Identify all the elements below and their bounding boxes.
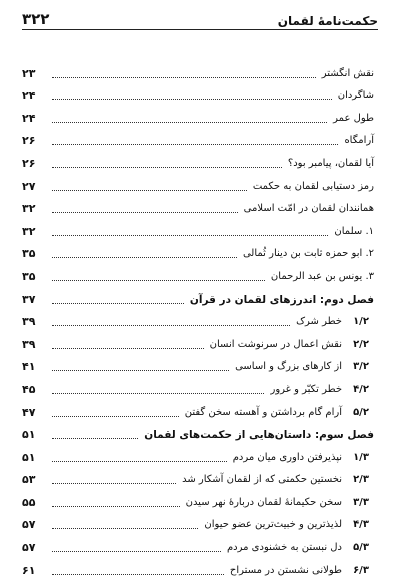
dot-leader — [52, 482, 176, 484]
entry-label: نخستین حکمتی که از لقمان آشکار شد — [182, 474, 342, 486]
page-ref: ۶۱ — [22, 563, 36, 577]
page-ref: ۳۹ — [22, 315, 36, 329]
entry-label: لذیذترین و خبیث‌ترین عضو حیوان — [204, 519, 342, 531]
entry-label: نپذیرفتن داوری میان مردم — [232, 451, 342, 463]
toc-entry — [22, 103, 374, 126]
toc-entry — [22, 307, 374, 330]
toc-entry — [22, 532, 374, 555]
entry-label: آیا لقمان، پیامبر بود؟ — [287, 157, 374, 169]
section-number: ۳/۳ — [353, 496, 369, 508]
toc-entry — [22, 487, 374, 510]
entry-label: ۱. سلمان — [334, 225, 374, 237]
toc-entry — [22, 555, 374, 578]
toc-entry — [22, 442, 374, 465]
page-ref: ۲۴ — [22, 111, 36, 125]
toc-entry — [22, 397, 374, 420]
dot-leader — [52, 256, 237, 258]
toc-entry — [22, 465, 374, 488]
dot-leader — [52, 234, 328, 236]
section-number: ۲/۳ — [353, 474, 369, 486]
section-number: ۱/۲ — [353, 316, 369, 328]
page-ref: ۲۴ — [22, 89, 36, 103]
chapter-heading: فصل سوم: داستان‌هایی از حکمت‌های لقمان — [144, 429, 374, 442]
entry-label: آرام گام برداشتن و آهسته سخن گفتن — [184, 406, 342, 418]
page-ref: ۴۵ — [22, 382, 36, 396]
entry-label: دل نبستن به خشنودی مردم — [226, 542, 342, 554]
entry-label: ۳. یونس بن عبد الرحمان — [270, 270, 374, 282]
page-ref: ۵۳ — [22, 473, 36, 487]
page-ref: ۵۱ — [22, 428, 36, 442]
dot-leader — [52, 369, 229, 371]
page-ref: ۴۱ — [22, 360, 36, 374]
page-ref: ۲۳ — [22, 66, 36, 80]
dot-leader — [52, 460, 227, 462]
dot-leader — [52, 189, 247, 191]
page-ref: ۲۶ — [22, 134, 36, 148]
toc-entry — [22, 261, 374, 284]
dot-leader — [52, 527, 198, 529]
dot-leader — [52, 302, 184, 304]
dot-leader — [52, 573, 224, 575]
header-rule — [22, 29, 378, 30]
toc-entry — [22, 374, 374, 397]
section-number: ۱/۳ — [353, 451, 369, 463]
dot-leader — [52, 76, 316, 78]
entry-label: همانندان لقمان در امّت اسلامی — [243, 203, 374, 215]
entry-label: خطر تکبّر و غرور — [270, 383, 342, 395]
page-ref: ۵۷ — [22, 518, 36, 532]
page-ref: ۲۶ — [22, 156, 36, 170]
dot-leader — [52, 211, 238, 213]
page-header — [22, 6, 378, 28]
chapter-heading: فصل دوم: اندرزهای لقمان در قرآن — [189, 293, 374, 306]
dot-leader — [52, 505, 180, 507]
entry-label: آرامگاه — [344, 135, 374, 147]
toc-entry — [22, 58, 374, 81]
page-ref: ۵۷ — [22, 541, 36, 555]
entry-label: شاگردان — [337, 90, 374, 102]
section-number: ۲/۲ — [353, 338, 369, 350]
entry-label: طول عمر — [333, 112, 374, 124]
entry-label: طولانی نشستن در مستراح — [229, 564, 342, 576]
section-number: ۶/۳ — [353, 564, 369, 576]
toc-entry — [22, 420, 374, 443]
dot-leader — [52, 121, 327, 123]
running-title: حکمت‌نامهٔ لقمان — [277, 14, 378, 28]
page-ref: ۴۷ — [22, 405, 36, 419]
page-ref: ۳۷ — [22, 292, 36, 306]
dot-leader — [52, 143, 338, 145]
toc-entry — [22, 126, 374, 149]
toc-entry — [22, 81, 374, 104]
dot-leader — [52, 166, 282, 168]
toc-entry — [22, 148, 374, 171]
page-number: ۳۲۲ — [22, 10, 50, 28]
page-ref: ۲۷ — [22, 179, 36, 193]
table-of-contents — [22, 58, 374, 578]
toc-entry — [22, 216, 374, 239]
section-number: ۳/۲ — [353, 361, 369, 373]
entry-label: رمز دستیابی لقمان به حکمت — [252, 180, 374, 192]
dot-leader — [52, 550, 221, 552]
toc-entry — [22, 352, 374, 375]
page-ref: ۳۵ — [22, 247, 36, 261]
entry-label: ۲. ابو حمزه ثابت بن دینار ثُمالی — [242, 248, 374, 260]
page-ref: ۳۵ — [22, 269, 36, 283]
dot-leader — [52, 324, 290, 326]
entry-label: خطر شرک — [296, 316, 342, 328]
dot-leader — [52, 279, 265, 281]
entry-label: نقش اعمال در سرنوشت انسان — [209, 338, 342, 350]
toc-entry — [22, 194, 374, 217]
entry-label: از کارهای بزرگ و اساسی — [235, 361, 342, 373]
toc-entry — [22, 239, 374, 262]
section-number: ۴/۳ — [353, 519, 369, 531]
toc-entry — [22, 171, 374, 194]
page-ref: ۳۲ — [22, 202, 36, 216]
toc-entry — [22, 284, 374, 307]
dot-leader — [52, 347, 204, 349]
dot-leader — [52, 98, 332, 100]
entry-label: سخن حکیمانهٔ لقمان دربارهٔ نهر سیدن — [185, 496, 342, 508]
toc-entry — [22, 329, 374, 352]
page-ref: ۳۲ — [22, 224, 36, 238]
dot-leader — [52, 392, 264, 394]
dot-leader — [52, 437, 138, 439]
toc-entry — [22, 510, 374, 533]
section-number: ۵/۳ — [353, 542, 369, 554]
entry-label: نقش انگشتر — [321, 67, 374, 79]
page-ref: ۳۹ — [22, 337, 36, 351]
dot-leader — [52, 415, 179, 417]
page-ref: ۵۱ — [22, 450, 36, 464]
section-number: ۴/۲ — [353, 383, 369, 395]
section-number: ۵/۲ — [353, 406, 369, 418]
page-ref: ۵۵ — [22, 495, 36, 509]
